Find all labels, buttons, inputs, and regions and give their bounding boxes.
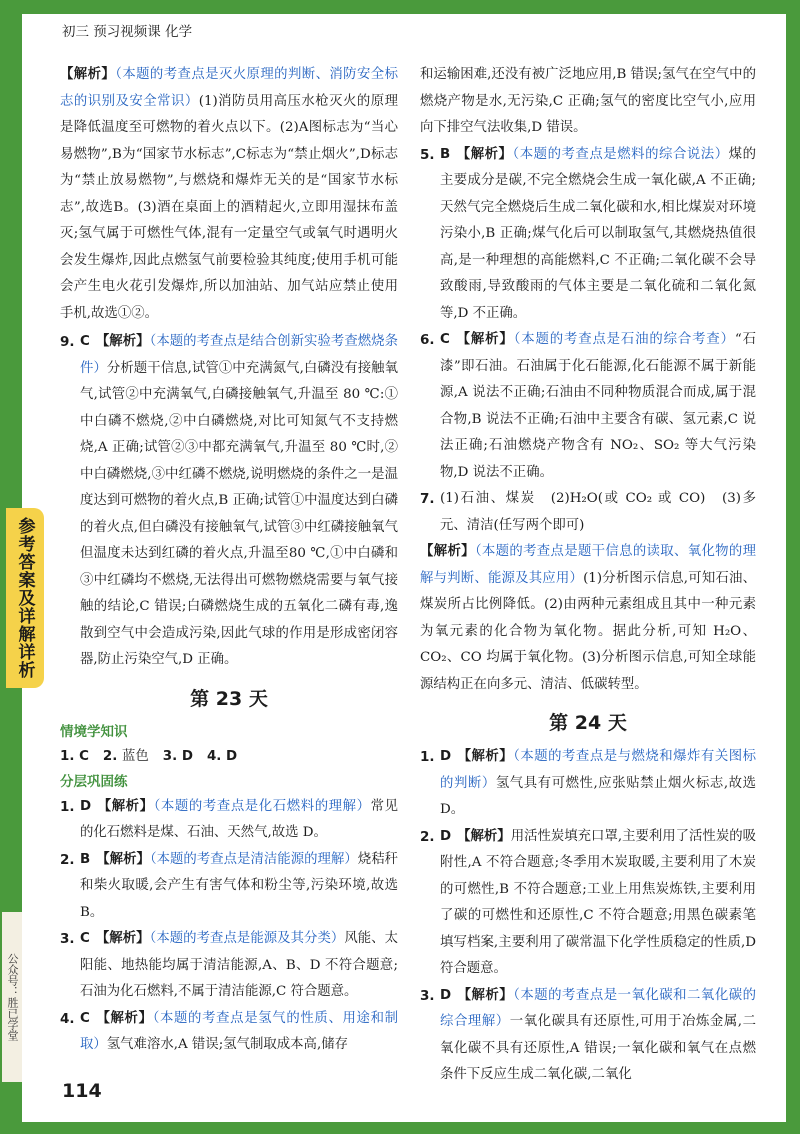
day23-question-3: 3. C 【解析】（本题的考查点是能源及其分类）风能、太阳能、地热能均属于清洁能源,A、B、D 不符合题意;石油为化石燃料,不属于清洁能源,C 符合题意。 [60,931,399,999]
q7-explanation: 【解析】（本题的考查点是题干信息的读取、氧化物的理解与判断、能源及其应用）(1)分析图示信息,可知石油、煤炭所占比例降低。(2)由两种元素组成且其中一种元素为氧元素的化合物为氧化物。据此分析,可知 H₂O、CO₂、CO 均属于氧化物。(3)分析图示信息,可知全球能源结构正在向多元、清洁、低碳转型。 [420,544,756,692]
right-border [786,0,800,1134]
continued-explanation: 【解析】（本题的考查点是灭火原理的判断、消防安全标志的识别及安全常识）(1)消防员用高压水枪灭火的原理是降低温度至可燃物的着火点以下。(2)A图标志为“当心易燃物”,B为“国家节水标志”,C标志为“禁止烟火”,D标志为“禁止放易燃物”,与燃烧和爆炸无关的是“国家节水标志”,故选B。(3)酒在桌面上的酒精起火,立即用湿抹布盖灭;氢气属于可燃性气体,混有一定量空气或氧气时遇明火会发生爆炸,因此点燃氢气前要检验其纯度;使用手机可能会产生电火花引发爆炸,所以加油站、加气站应禁止使用手机,故选①②。 [60,67,399,321]
day23-question-2: 2. B 【解析】（本题的考查点是清洁能源的理解）烧秸秆和柴火取暖,会产生有害气体和粉尘等,污染环境,故选 B。 [60,851,398,920]
day-24-title: 第 24 天 [549,712,627,734]
side-tab-label: 参考答案及详解详析 [14,517,35,679]
question-9: 9. C 【解析】（本题的考查点是结合创新实验考查燃烧条件）分析题干信息,试管①中充满氮气,白磷没有接触氧气,试管②中充满氧气,白磷接触氧气,升温至 80 ℃:①中白磷不燃烧,②中白磷燃烧,对比可知氮气不支持燃烧,A 正确;试管②③中都充满氧气,升温至 80 ℃时,②中白磷燃烧,③中红磷不燃烧,说明燃烧的条件之一是温度达到可燃物的着火点,B 正确;试管①中温度达到白磷的着火点,但白磷没有接触氧气,试管③中红磷接触氧气但温度未达到红磷的着火点,升温至80 ℃,①中白磷和③中红磷均不燃烧,无法得出可燃物燃烧需要与氧气接触的结论,C 错误;白磷燃烧生成的五氧化二磷有毒,逸散到空气中会造成污染,因此气球的作用是形成密闭容器,防止污染空气,D 正确。 [60,334,398,667]
day24-question-1: 1. D 【解析】（本题的考查点是与燃烧和爆炸有关图标的判断）氢气具有可燃性,应张贴禁止烟火标志,故选 D。 [420,749,757,817]
question-6: 6. C 【解析】（本题的考查点是石油的综合考查）“石漆”即石油。石油属于化石能源,化石能源不属于新能源,A 说法不正确;石油由不同种物质混合而成,属于混合物,B 说法不正确;石油中主要含有碳、氢元素,C 说法正确;石油燃烧产物含有 NO₂、SO₂ 等大气污染物,D 说法不正确。 [420,332,756,480]
left-column [60,62,398,1059]
bottom-border [0,1122,800,1134]
side-stamp [2,912,22,1082]
right-column [420,62,756,1089]
page-header: 初三 预习视频课 化学 [62,24,193,40]
day24-question-2: 2. D 【解析】用活性炭填充口罩,主要利用了活性炭的吸附性,A 不符合题意;冬季用木炭取暖,主要利用了木炭的可燃性,B 不符合题意;工业上用焦炭炼铁,主要利用了碳的可燃性和还原性,C 不符合题意;用黑色碳素笔填写档案,主要利用了碳常温下化学性质稳定的性质,D 符合题意。 [420,828,757,976]
question-7: 7. (1)石油、煤炭 (2)H₂O(或 CO₂ 或 CO) (3)多元、清洁(任写两个即可) [420,486,756,539]
answer-letter: C [80,334,90,349]
day23-question-1: 1. D 【解析】（本题的考查点是化石燃料的理解）常见的化石燃料是煤、石油、天然气,故选 D。 [60,798,398,840]
continued-explanation-right: 和运输困难,还没有被广泛地应用,B 错误;氢气在空气中的燃烧产物是水,无污染,C 正确;氢气的密度比空气小,应用向下排空气法收集,D 错误。 [420,67,756,135]
side-section-tab [6,508,44,688]
quick-answers: 1. C 2. 蓝色 3. D 4. D [60,748,238,764]
question-5: 5. B 【解析】（本题的考查点是燃料的综合说法）煤的主要成分是碳,不完全燃烧会生成一氧化碳,A 不正确;天然气完全燃烧后生成二氧化碳和水,相比煤炭对环境污染小,B 正确;煤气化后可以制取氢气,其燃烧热值很高,是一种理想的高能燃料,C 不正确;二氧化碳不会导致酸雨,导致酸雨的气体主要是二氧化硫和二氧化氮等,D 不正确。 [420,146,756,321]
day24-question-3: 3. D 【解析】（本题的考查点是一氧化碳和二氧化碳的综合理解）一氧化碳具有还原性,可用于冶炼金属,二氧化碳不具有还原性,A 错误;一氧化碳和氧气在点燃条件下反应生成二氧化碳,二氧化 [420,987,757,1082]
top-border [0,0,800,14]
day-23-title: 第 23 天 [190,687,268,710]
q7-answer-line: (1)石油、煤炭 (2)H₂O(或 CO₂ 或 CO) (3)多元、清洁(任写两个即可) [440,491,756,533]
side-stamp-text: 公众号：胜已学堂 [6,953,19,1041]
key-point: （本题的考查点是结合创新实验考查燃烧条件） [80,334,398,376]
day23-question-4: 4. C 【解析】（本题的考查点是氢气的性质、用途和制取）氢气难溶水,A 错误;氢气制取成本高,储存 [60,1010,398,1052]
page-number: 114 [62,1080,102,1102]
subhead-situational: 情境学知识 [60,723,128,740]
subhead-layered: 分层巩固练 [60,773,128,790]
